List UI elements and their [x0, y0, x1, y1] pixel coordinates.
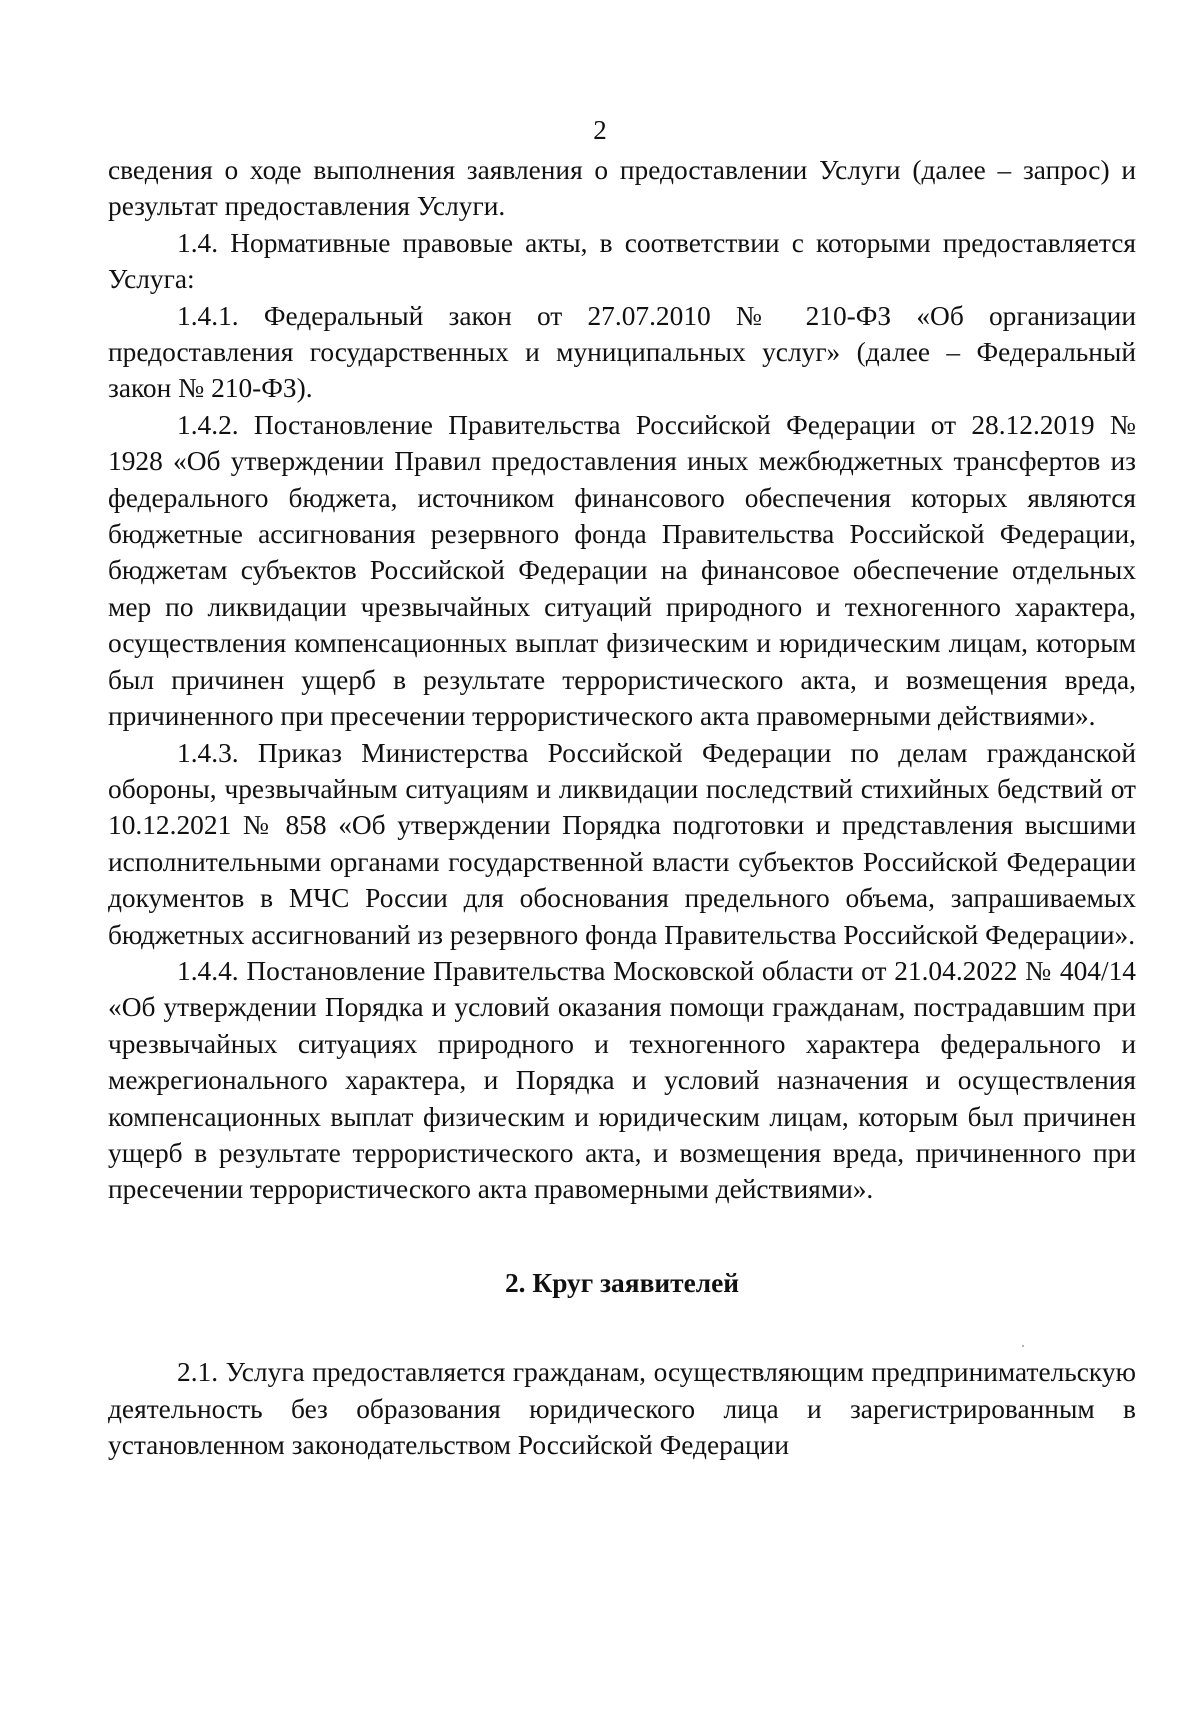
section-heading: 2. Круг заявителей — [504, 1267, 740, 1298]
paragraph-1-4: 1.4. Нормативные правовые акты, в соответствии с которыми предоставляется Услуга: — [108, 227, 1136, 295]
scan-artifact — [1022, 1345, 1024, 1347]
page-number: 2 — [593, 115, 607, 145]
paragraph-1-4-1: 1.4.1. Федеральный закон от 27.07.2010 № 210-ФЗ «Об организации предоставления государственных и муниципальных услуг» (далее – Федеральный закон № 210-ФЗ). — [108, 300, 1136, 404]
paragraph-1-4-3: 1.4.3. Приказ Министерства Российской Федерации по делам гражданской обороны, чрезвычайным ситуациям и ликвидации последствий стихийных бедствий от 10.12.2021 № 858 «Об утверждении Порядка подготовки и представления высшими исполнительными органами государственной власти субъектов Российской Федерации документов в МЧС России для обоснования предельного объема, запрашиваемых бюджетных ассигнований из резервного фонда Правительства Российской Федерации». — [108, 737, 1136, 950]
paragraph-2-1: 2.1. Услуга предоставляется гражданам, осуществляющим предпринимательскую деятельность без образования юридического лица и зарегистрированным в установленном законодательством Российской Федерации — [108, 1357, 1136, 1460]
document-body — [108, 152, 1136, 1463]
paragraph-1-4-4: 1.4.4. Постановление Правительства Московской области от 21.04.2022 № 404/14 «Об утверждении Порядка и условий оказания помощи гражданам, пострадавшим при чрезвычайных ситуациях природного и техногенного характера федерального и межрегионального характера, и Порядка и условий назначения и осуществления компенсационных выплат физическим и юридическим лицам, которым был причинен ущерб в результате террористического акта, и возмещения вреда, причиненного при пресечении террористического акта правомерными действиями». — [108, 955, 1136, 1205]
paragraph-continuation: сведения о ходе выполнения заявления о предоставлении Услуги (далее – запрос) и результат предоставления Услуги. — [108, 155, 1136, 222]
paragraph-1-4-2: 1.4.2. Постановление Правительства Российской Федерации от 28.12.2019 № 1928 «Об утверждении Правил предоставления иных межбюджетных трансфертов из федерального бюджета, источником финансового обеспечения которых являются бюджетные ассигнования резервного фонда Правительства Российской Федерации, бюджетам субъектов Российской Федерации на финансовое обеспечение отдельных мер по ликвидации чрезвычайных ситуаций природного и техногенного характера, осуществления компенсационных выплат физическим и юридическим лицам, которым был причинен ущерб в результате террористического акта, и возмещения вреда, причиненного при пресечении террористического акта правомерными действиями». — [108, 409, 1136, 732]
